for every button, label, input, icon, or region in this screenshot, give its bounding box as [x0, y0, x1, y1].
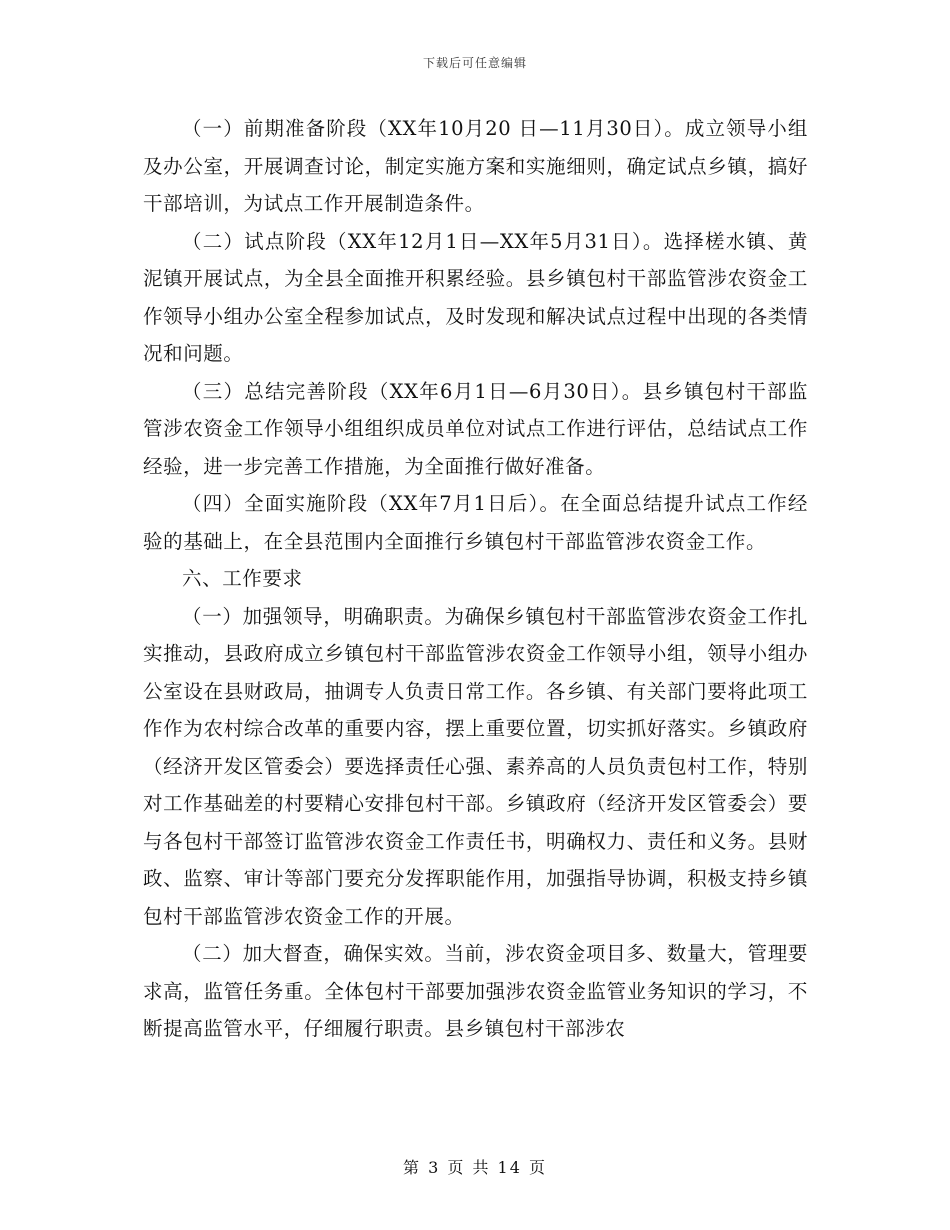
page-header: 下载后可任意编辑 [422, 56, 527, 70]
paragraph-stage-1: （一）前期准备阶段（XX年10月20 日—11月30日）。成立领导小组及办公室，开展调查讨论，制定实施方案和实施细则，确定试点乡镇，搞好干部培训，为试点工作开展制造条件。 [143, 117, 808, 215]
paragraph-stage-4: （四）全面实施阶段（XX年7月1日后）。在全面总结提升试点工作经验的基础上，在全县范围内全面推行乡镇包村干部监管涉农资金工作。 [143, 492, 808, 553]
section-heading-requirements: 六、工作要求 [182, 567, 303, 590]
page-number-footer: 第 3 页 共 14 页 [403, 1158, 547, 1177]
paragraph-requirement-1: （一）加强领导，明确职责。为确保乡镇包村干部监管涉农资金工作扎实推动，县政府成立乡镇包村干部监管涉农资金工作领导小组，领导小组办公室设在县财政局，抽调专人负责日常工作。各乡镇、有关部门要将此项工作作为农村综合改革的重要内容，摆上重要位置，切实抓好落实。乡镇政府（经济开发区管委会）要选择责任心强、素养高的人员负责包村工作，特别对工作基础差的村要精心安排包村干部。乡镇政府（经济开发区管委会）要与各包村干部签订监管涉农资金工作责任书，明确权力、责任和义务。县财政、监察、审计等部门要充分发挥职能作用，加强指导协调，积极支持乡镇包村干部监管涉农资金工作的开展。 [143, 604, 808, 928]
paragraph-stage-3: （三）总结完善阶段（XX年6月1日—6月30日）。县乡镇包村干部监管涉农资金工作领导小组组织成员单位对试点工作进行评估，总结试点工作经验，进一步完善工作措施，为全面推行做好准备。 [143, 379, 808, 478]
paragraph-requirement-2: （二）加大督查，确保实效。当前，涉农资金项目多、数量大，管理要求高，监管任务重。全体包村干部要加强涉农资金监管业务知识的学习，不断提高监管水平，仔细履行职责。县乡镇包村干部涉农 [143, 942, 808, 1040]
paragraph-stage-2: （二）试点阶段（XX年12月1日—XX年5月31日）。选择槎水镇、黄泥镇开展试点，为全县全面推开积累经验。县乡镇包村干部监管涉农资金工作领导小组办公室全程参加试点，及时发现和解决试点过程中出现的各类情况和问题。 [143, 229, 808, 365]
document-body [143, 110, 808, 1048]
